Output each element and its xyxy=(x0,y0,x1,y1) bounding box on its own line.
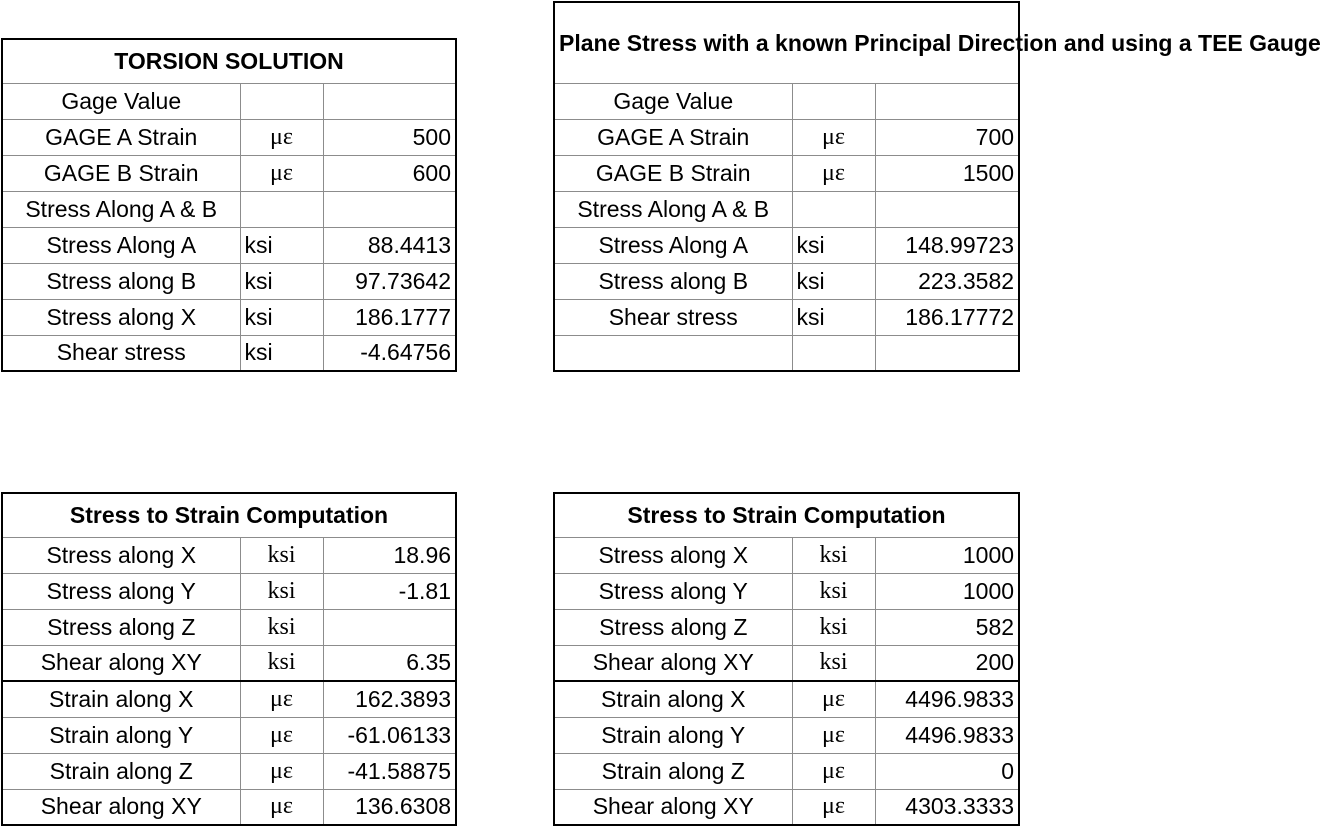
row-unit[interactable]: ksi xyxy=(792,299,875,335)
row-label[interactable]: Gage Value xyxy=(554,83,792,119)
row-value[interactable]: -41.58875 xyxy=(323,753,456,789)
row-value[interactable]: 6.35 xyxy=(323,645,456,681)
table-row xyxy=(554,191,1019,227)
table-row xyxy=(554,335,1019,371)
row-unit[interactable]: ksi xyxy=(792,227,875,263)
table-row xyxy=(554,83,1019,119)
row-label[interactable]: Stress Along A & B xyxy=(554,191,792,227)
row-unit[interactable]: ksi xyxy=(792,573,875,609)
row-unit[interactable]: με xyxy=(792,789,875,825)
table-row xyxy=(2,263,456,299)
row-label[interactable]: GAGE A Strain xyxy=(2,119,240,155)
row-label[interactable]: Strain along X xyxy=(2,681,240,717)
row-label[interactable]: Stress along X xyxy=(2,537,240,573)
row-label[interactable]: Shear along XY xyxy=(554,789,792,825)
row-label[interactable]: Strain along X xyxy=(554,681,792,717)
row-label[interactable]: Strain along Z xyxy=(554,753,792,789)
stress-strain-right-title: Stress to Strain Computation xyxy=(554,493,1019,537)
row-value[interactable]: 97.73642 xyxy=(323,263,456,299)
table-row xyxy=(2,609,456,645)
row-unit[interactable]: με xyxy=(240,753,323,789)
row-unit[interactable] xyxy=(792,83,875,119)
row-value[interactable] xyxy=(875,83,1019,119)
row-label[interactable]: Stress along Z xyxy=(2,609,240,645)
row-value[interactable]: 162.3893 xyxy=(323,681,456,717)
row-label[interactable]: Shear stress xyxy=(554,299,792,335)
row-value[interactable] xyxy=(875,335,1019,371)
row-value[interactable]: 88.4413 xyxy=(323,227,456,263)
row-label[interactable]: Stress Along A & B xyxy=(2,191,240,227)
row-value[interactable] xyxy=(323,191,456,227)
row-label[interactable]: Stress along Y xyxy=(554,573,792,609)
row-value[interactable]: -4.64756 xyxy=(323,335,456,371)
row-label[interactable]: Stress along Y xyxy=(2,573,240,609)
row-unit[interactable]: με xyxy=(792,681,875,717)
row-label[interactable]: GAGE B Strain xyxy=(554,155,792,191)
table-row xyxy=(2,681,456,717)
row-unit[interactable]: με xyxy=(240,789,323,825)
table-row xyxy=(554,573,1019,609)
row-label[interactable] xyxy=(554,335,792,371)
stress-strain-left-title: Stress to Strain Computation xyxy=(2,493,456,537)
table-row xyxy=(554,537,1019,573)
row-unit[interactable]: ksi xyxy=(792,609,875,645)
row-unit[interactable]: ksi xyxy=(240,573,323,609)
table-row xyxy=(554,753,1019,789)
row-label[interactable]: Strain along Y xyxy=(554,717,792,753)
row-label[interactable]: Stress Along A xyxy=(2,227,240,263)
row-unit[interactable]: με xyxy=(240,155,323,191)
row-unit[interactable] xyxy=(792,191,875,227)
row-value[interactable]: 223.3582 xyxy=(875,263,1019,299)
row-label[interactable]: Stress along B xyxy=(554,263,792,299)
row-unit[interactable]: με xyxy=(792,717,875,753)
row-value[interactable]: 186.17772 xyxy=(875,299,1019,335)
row-label[interactable]: Shear stress xyxy=(2,335,240,371)
table-row xyxy=(2,335,456,371)
row-value[interactable]: -1.81 xyxy=(323,573,456,609)
row-value[interactable]: 4303.3333 xyxy=(875,789,1019,825)
row-value[interactable]: 4496.9833 xyxy=(875,681,1019,717)
row-value[interactable]: 136.6308 xyxy=(323,789,456,825)
row-label[interactable]: Strain along Z xyxy=(2,753,240,789)
row-value[interactable] xyxy=(323,609,456,645)
row-value[interactable]: 4496.9833 xyxy=(875,717,1019,753)
row-value[interactable]: 1000 xyxy=(875,573,1019,609)
row-value[interactable]: 500 xyxy=(323,119,456,155)
table-row xyxy=(2,299,456,335)
row-value[interactable]: 600 xyxy=(323,155,456,191)
row-label[interactable]: Stress along X xyxy=(2,299,240,335)
row-value[interactable]: 186.1777 xyxy=(323,299,456,335)
row-label[interactable]: Shear along XY xyxy=(554,645,792,681)
table-row xyxy=(554,645,1019,681)
table-row xyxy=(554,789,1019,825)
table-row xyxy=(554,227,1019,263)
table-row xyxy=(2,717,456,753)
table-row xyxy=(2,119,456,155)
table-row xyxy=(554,609,1019,645)
row-value[interactable]: 1500 xyxy=(875,155,1019,191)
row-unit[interactable]: με xyxy=(240,681,323,717)
row-unit[interactable]: ksi xyxy=(240,645,323,681)
row-unit[interactable]: ksi xyxy=(792,645,875,681)
row-value[interactable]: 700 xyxy=(875,119,1019,155)
table-row xyxy=(2,753,456,789)
stress-strain-right-table xyxy=(553,492,1020,826)
row-label[interactable]: Strain along Y xyxy=(2,717,240,753)
table-row xyxy=(2,227,456,263)
row-unit[interactable]: ksi xyxy=(240,227,323,263)
row-value[interactable] xyxy=(323,83,456,119)
row-value[interactable]: 1000 xyxy=(875,537,1019,573)
row-label[interactable]: Shear along XY xyxy=(2,645,240,681)
row-unit[interactable] xyxy=(792,335,875,371)
plane-stress-table xyxy=(553,1,1321,372)
torsion-title: TORSION SOLUTION xyxy=(2,39,456,83)
row-label[interactable]: Stress along Z xyxy=(554,609,792,645)
table-row xyxy=(2,573,456,609)
table-row xyxy=(554,263,1019,299)
row-value[interactable]: 200 xyxy=(875,645,1019,681)
row-unit[interactable]: με xyxy=(240,119,323,155)
row-unit[interactable]: ksi xyxy=(240,609,323,645)
table-row xyxy=(2,83,456,119)
table-row xyxy=(2,191,456,227)
row-label[interactable]: Stress along X xyxy=(554,537,792,573)
row-unit[interactable]: ksi xyxy=(240,537,323,573)
table-row xyxy=(2,645,456,681)
table-row xyxy=(2,155,456,191)
row-value[interactable]: -61.06133 xyxy=(323,717,456,753)
row-unit[interactable]: με xyxy=(792,155,875,191)
table-row xyxy=(554,681,1019,717)
row-label[interactable]: Stress along B xyxy=(2,263,240,299)
row-label[interactable]: GAGE A Strain xyxy=(554,119,792,155)
row-value[interactable]: 18.96 xyxy=(323,537,456,573)
table-row xyxy=(554,717,1019,753)
row-value[interactable]: 148.99723 xyxy=(875,227,1019,263)
row-label[interactable]: Stress Along A xyxy=(554,227,792,263)
row-unit[interactable]: με xyxy=(792,119,875,155)
row-unit[interactable] xyxy=(240,191,323,227)
table-row xyxy=(554,119,1019,155)
row-unit[interactable]: ksi xyxy=(240,299,323,335)
row-value[interactable]: 0 xyxy=(875,753,1019,789)
row-unit[interactable]: ksi xyxy=(792,537,875,573)
torsion-table xyxy=(1,38,457,372)
stress-strain-left-table xyxy=(1,492,457,826)
row-label[interactable]: Gage Value xyxy=(2,83,240,119)
row-unit[interactable]: με xyxy=(792,753,875,789)
row-unit[interactable]: με xyxy=(240,717,323,753)
row-unit[interactable]: ksi xyxy=(240,263,323,299)
table-row xyxy=(2,537,456,573)
plane-stress-title: Plane Stress with a known Principal Direction and using a TEE Gauge xyxy=(554,2,1019,83)
table-row xyxy=(2,789,456,825)
row-label[interactable]: Shear along XY xyxy=(2,789,240,825)
row-label[interactable]: GAGE B Strain xyxy=(2,155,240,191)
row-unit[interactable] xyxy=(240,83,323,119)
row-unit[interactable]: ksi xyxy=(792,263,875,299)
table-row xyxy=(554,299,1019,335)
row-unit[interactable]: ksi xyxy=(240,335,323,371)
row-value[interactable]: 582 xyxy=(875,609,1019,645)
row-value[interactable] xyxy=(875,191,1019,227)
table-row xyxy=(554,155,1019,191)
